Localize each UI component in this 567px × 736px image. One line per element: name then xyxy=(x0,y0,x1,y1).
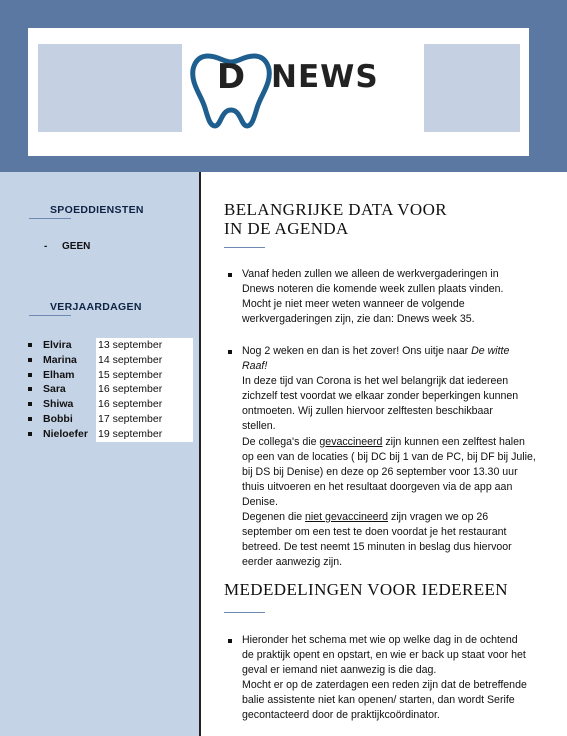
header-band xyxy=(0,0,567,172)
text-line xyxy=(242,344,552,359)
section-title-announcements: MEDEDELINGEN VOOR IEDEREEN xyxy=(224,580,508,599)
text-line: betreed. De test neemt 15 minuten in beslag dus hiervoor xyxy=(242,541,512,554)
text-line: gecontacteerd door de praktijkcoördinator. xyxy=(242,709,440,722)
list-item xyxy=(28,353,198,368)
text-line: bij DS bij Denise) en deze op 26 september voor 13.30 uur xyxy=(242,465,518,478)
birthday-name: Sara xyxy=(43,383,66,396)
bullet-icon xyxy=(28,402,32,406)
text-line: werkvergaderingen zijn, zie dan: Dnews week 35. xyxy=(242,313,475,326)
birthday-date: 17 september xyxy=(96,412,193,427)
birthday-date: 13 september xyxy=(96,338,193,353)
column-divider xyxy=(199,172,201,736)
text-line: Denise. xyxy=(242,495,278,508)
text-run: zijn vragen we op 26 xyxy=(388,511,489,524)
text-line: de praktijk opent en opstart, en wie er back up staat voor het xyxy=(242,649,526,662)
birthday-date: 15 september xyxy=(96,368,193,383)
bullet-icon xyxy=(28,373,32,377)
underlined-text: niet gevaccineerd xyxy=(305,511,389,524)
birthday-list xyxy=(28,338,198,442)
bullet-icon xyxy=(228,350,232,354)
bullet-icon xyxy=(28,417,32,421)
duty-heading-rule xyxy=(29,218,71,219)
birthday-name: Bobbi xyxy=(43,412,73,425)
text-run: Nog 2 weken en dan is het zover! Ons uitje naar xyxy=(242,345,472,357)
birthday-date: 16 september xyxy=(96,397,193,412)
birthday-heading: VERJAARDAGEN xyxy=(50,301,142,313)
sidebar xyxy=(0,172,199,736)
text-line: Mocht er op de zaterdagen een reden zijn dat de betreffende xyxy=(242,679,527,692)
bullet-icon xyxy=(28,343,32,347)
text-line: ontmoeten. Wij zullen hiervoor zelftesten beschikbaar xyxy=(242,405,493,418)
birthday-date: 19 september xyxy=(96,427,193,442)
text-line: eerder aanwezig zijn. xyxy=(242,556,343,569)
text-line: balie assistente niet kan openen/ starten, dan wordt Serife xyxy=(242,694,515,707)
text-line: zichzelf test voordat we elkaar zonder beperkingen kunnen xyxy=(242,390,519,403)
duty-dash: - xyxy=(44,241,48,252)
restaurant-name: De witte xyxy=(471,345,510,357)
birthday-name: Elvira xyxy=(43,339,72,351)
list-item xyxy=(28,397,198,412)
duty-value-text: GEEN xyxy=(62,241,91,252)
text-run: Degenen die xyxy=(242,511,306,524)
birthday-name: Shiwa xyxy=(43,398,74,411)
text-line: In deze tijd van Corona is het wel belangrijk dat iedereen xyxy=(242,375,509,388)
bullet-icon xyxy=(228,639,232,643)
section-title-rule xyxy=(224,247,265,248)
list-item xyxy=(28,427,198,442)
agenda-paragraph-2 xyxy=(242,344,552,570)
bullet-icon xyxy=(28,387,32,391)
section-title-rule xyxy=(224,612,265,613)
text-run: De collega's die xyxy=(242,435,320,448)
list-item xyxy=(28,338,198,353)
list-item xyxy=(28,412,198,427)
announcement-paragraph xyxy=(242,633,552,724)
text-line: september om een test te doen voordat je het restaurant xyxy=(242,526,507,539)
text-line: Raaf! xyxy=(242,360,268,373)
duty-value xyxy=(44,241,90,252)
birthday-heading-rule xyxy=(29,315,71,316)
text-run: zijn kunnen een zelftest halen xyxy=(382,435,525,448)
text-line xyxy=(242,510,552,525)
bullet-icon xyxy=(28,358,32,362)
list-item xyxy=(28,368,198,383)
section-title-line: BELANGRIJKE DATA VOOR xyxy=(224,200,448,219)
bullet-icon xyxy=(28,432,32,436)
birthday-name: Nieloefer xyxy=(43,427,88,440)
section-title-agenda xyxy=(224,200,447,238)
section-title-line: IN DE AGENDA xyxy=(224,219,349,238)
bullet-icon xyxy=(228,273,232,277)
logo-letter: D xyxy=(216,57,246,97)
birthday-name: Marina xyxy=(43,353,77,366)
underlined-text: gevaccineerd xyxy=(319,435,383,448)
text-line: stellen. xyxy=(242,420,276,433)
logo-word: NEWS xyxy=(271,59,379,95)
duty-heading: SPOEDDIENSTEN xyxy=(50,204,144,216)
text-line: op een van de locaties ( bij DC bij 1 van de PC, bij DF bij Julie, xyxy=(242,450,536,463)
logo-box xyxy=(28,28,529,156)
text-line: Mocht je niet meer weten wanneer de volgende xyxy=(242,298,465,311)
birthday-name: Elham xyxy=(43,368,75,381)
text-line: geval er iemand niet aanwezig is die dag. xyxy=(242,664,437,677)
agenda-paragraph-1 xyxy=(242,267,552,327)
text-line: Dnews noteren die komende week zullen plaats vinden. xyxy=(242,283,504,296)
birthday-date: 14 september xyxy=(96,353,193,368)
text-line: Vanaf heden zullen we alleen de werkvergaderingen in xyxy=(242,268,499,280)
list-item xyxy=(28,382,198,397)
text-line xyxy=(242,435,552,450)
birthday-date: 16 september xyxy=(96,382,193,397)
text-line: Hieronder het schema met wie op welke dag in de ochtend xyxy=(242,634,518,646)
text-line: thuis uitvoeren en het resultaat doorgeven via de app aan xyxy=(242,480,513,493)
